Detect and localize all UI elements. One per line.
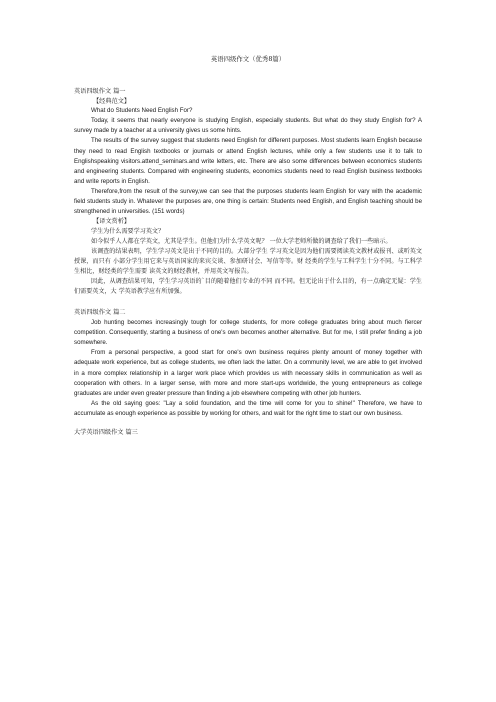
section-heading-3: 大学英语四级作文 篇三 <box>74 429 138 436</box>
document-page <box>74 55 422 438</box>
document-title: 英语四级作文（优秀8篇） <box>210 55 286 63</box>
section-heading-2: 英语四级作文 篇二 <box>74 309 126 317</box>
essay2-paragraph-1: Job hunting becomes increasingly tough for college students, for more college graduates bring about much fiercer competition. Consequently, starting a business of one's own becomes another alternative. But for me, I still prefer finding a job somewhere. <box>74 319 422 347</box>
translation-paragraph-3: 因此，从调查结果可知，学生学习英语的`目的随着他们专业的不同 而不同。但无论出于什么目的，有一点确定无疑：学生们需要英文，大 学英语教学应有所加强。 <box>74 278 422 296</box>
essay-paragraph-2: The results of the survey suggest that students need English for different purposes. Most students learn English because they need to read English textbooks or journals or attend English lectures, while only a few students use it to talk to Englishspeaking visitors.attend_seminars.and write letters, etc. There are also some differences between economics students and engineering students. Compared with engineering students, economics students need to read English business textbooks and write reports in English. <box>74 137 422 185</box>
essay-paragraph-1: Today, it seems that nearly everyone is studying English, especially students. But what do they study English for? A survey made by a teacher at a university gives us some hints. <box>74 117 422 135</box>
essay-title: What do Students Need English For? <box>91 107 193 115</box>
translation-label: 【译文赏析】 <box>93 218 131 226</box>
translation-title: 学生为什么需要学习英文？ <box>91 227 165 235</box>
essay2-paragraph-3: As the old saying goes: "Lay a solid foundation, and the time will come for you to shine!" Therefore, we have to accumulate as enough experience as possible by working for others, and wait for the right time to start our own business. <box>74 399 422 417</box>
sample-essay-label: 【经典范文】 <box>93 97 131 105</box>
section-heading-1: 英语四级作文 篇一 <box>74 88 126 95</box>
translation-paragraph-1: 如今似乎人人都在学英文，尤其是学生。但他们为什么学英文呢？ 一位大学老师所做的调查给了我们一些暗示。 <box>91 237 392 245</box>
essay-paragraph-3: Therefore,from the result of the survey,we can see that the purposes students learn English for vary with the academic field students study in. Whatever the purposes are, one thing is certain: Students need English, and English teaching should be strengthened in universities. (151 words) <box>74 187 422 216</box>
translation-paragraph-2: 该调查的结果表明，学生学习英文是出于不同的目的。大部分学生 学习英文是因为他们需要阅读英文教材或报刊、或听英文授课，而只有 小部分学生用它来与英语国家的来宾交谈、参加研讨会、写信等等。财 经类的学生与工科学生十分不同。与工科学生相比，财经类的学生需要 读英文的财经教材，并用英文写报告。 <box>74 248 422 276</box>
essay2-paragraph-2: From a personal perspective, a good start for one's own business requires plenty amount of money together with adequate work experience, but as college students, we often lack the latter. On a community level, we are able to get involved in a more complex relationship in a larger work place which provides us with necessary skills in communication as well as cooperation with others. In a larger sense, with more and more start-ups worldwide, the young entrepreneurs as college graduates are under even greater pressure than finding a job elsewhere competing with other job hunters. <box>74 349 422 397</box>
